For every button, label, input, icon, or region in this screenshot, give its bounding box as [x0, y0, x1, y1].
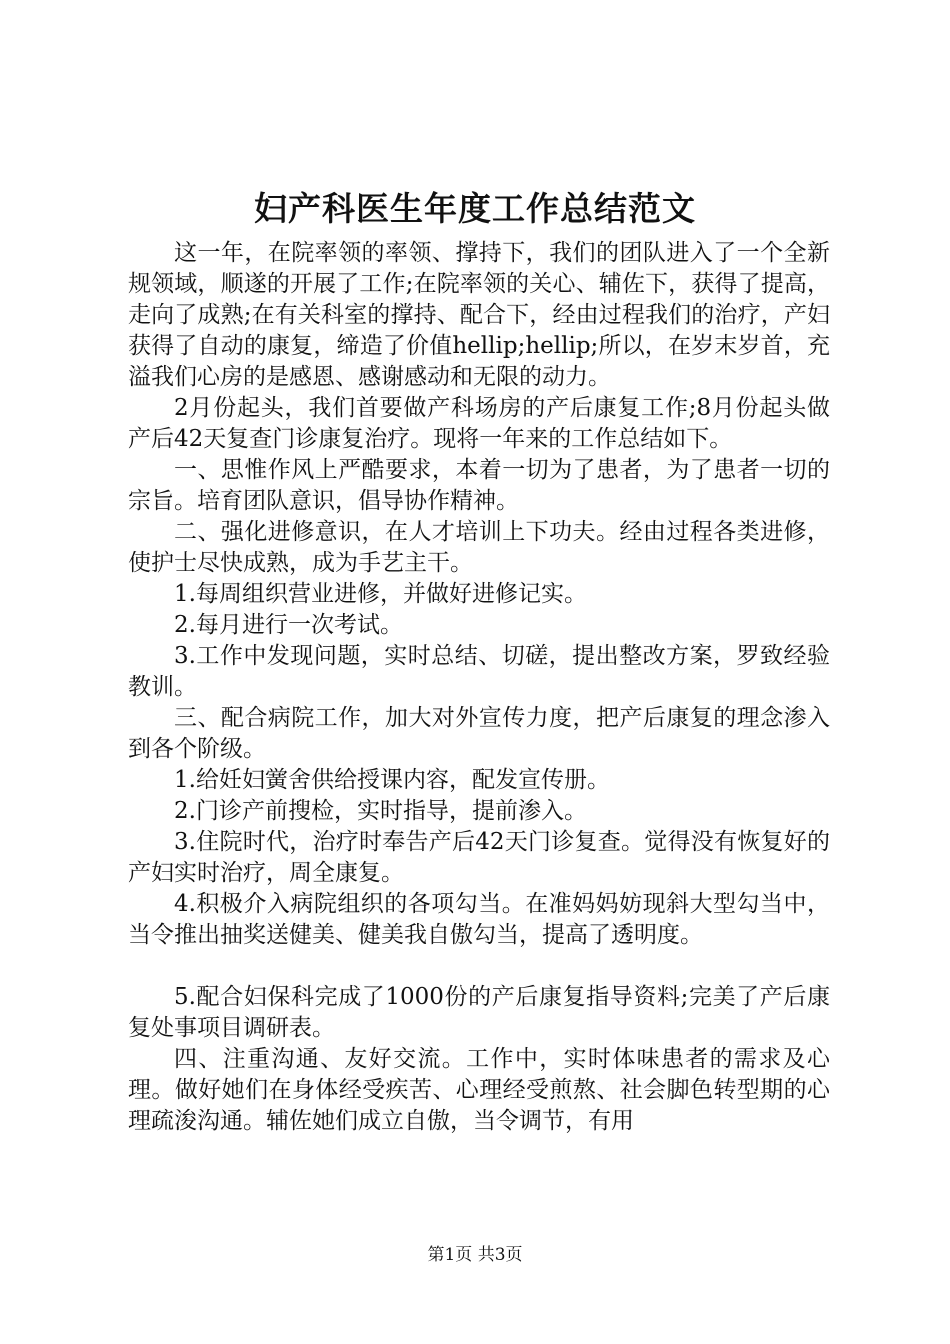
page-number: 第1页 共3页 [427, 1245, 523, 1265]
paragraph-section-3: 三、配合病院工作，加大对外宣传力度，把产后康复的理念渗入到各个阶级。 [128, 705, 830, 762]
list-item-3-4: 4.积极介入病院组织的各项勾当。在准妈妈妨现斜大型勾当中，当令推出抽奖送健美、健美我自傲勾当，提高了透明度。 [128, 891, 830, 948]
paragraph-intro: 这一年，在院率领的率领、撑持下，我们的团队进入了一个全新规领域，顺遂的开展了工作;在院率领的关心、辅佐下，获得了提高，走向了成熟;在有关科室的撑持、配合下，经由过程我们的治疗，产妇获得了自动的康复，缔造了价值hellip;hellip;所以，在岁末岁首，充溢我们心房的是感恩、感谢感动和无限的动力。 [128, 240, 830, 390]
paragraph-overview: 2月份起头，我们首要做产科场房的产后康复工作;8月份起头做产后42天复查门诊康复治疗。现将一年来的工作总结如下。 [128, 395, 830, 452]
list-item-3-3: 3.住院时代，治疗时奉告产后42天门诊复查。觉得没有恢复好的产妇实时治疗，周全康复。 [128, 829, 830, 886]
document-body [128, 238, 830, 1137]
list-item-2-3: 3.工作中发现问题，实时总结、切磋，提出整改方案，罗致经验教训。 [128, 643, 830, 700]
list-item-2-2: 2.每月进行一次考试。 [174, 612, 403, 638]
paragraph-section-1: 一、思惟作风上严酷要求，本着一切为了患者，为了患者一切的宗旨。培育团队意识，倡导协作精神。 [128, 457, 830, 514]
document-title: 妇产科医生年度工作总结范文 [254, 189, 696, 228]
list-item-3-5: 5.配合妇保科完成了1000份的产后康复指导资料;完美了产后康复处事项目调研表。 [128, 984, 830, 1041]
list-item-2-1: 1.每周组织营业进修，并做好进修记实。 [174, 581, 587, 607]
list-item-3-1: 1.给妊妇黉舍供给授课内容，配发宣传册。 [174, 767, 610, 793]
paragraph-section-2: 二、强化进修意识，在人才培训上下功夫。经由过程各类进修，使护士尽快成熟，成为手艺主干。 [128, 519, 830, 576]
list-item-3-2: 2.门诊产前搜检，实时指导，提前渗入。 [174, 798, 587, 824]
paragraph-section-4: 四、注重沟通、友好交流。工作中，实时体味患者的需求及心理。做好她们在身体经受疾苦、心理经受煎熬、社会脚色转型期的心理疏浚沟通。辅佐她们成立自傲，当令调节，有用 [128, 1046, 830, 1134]
